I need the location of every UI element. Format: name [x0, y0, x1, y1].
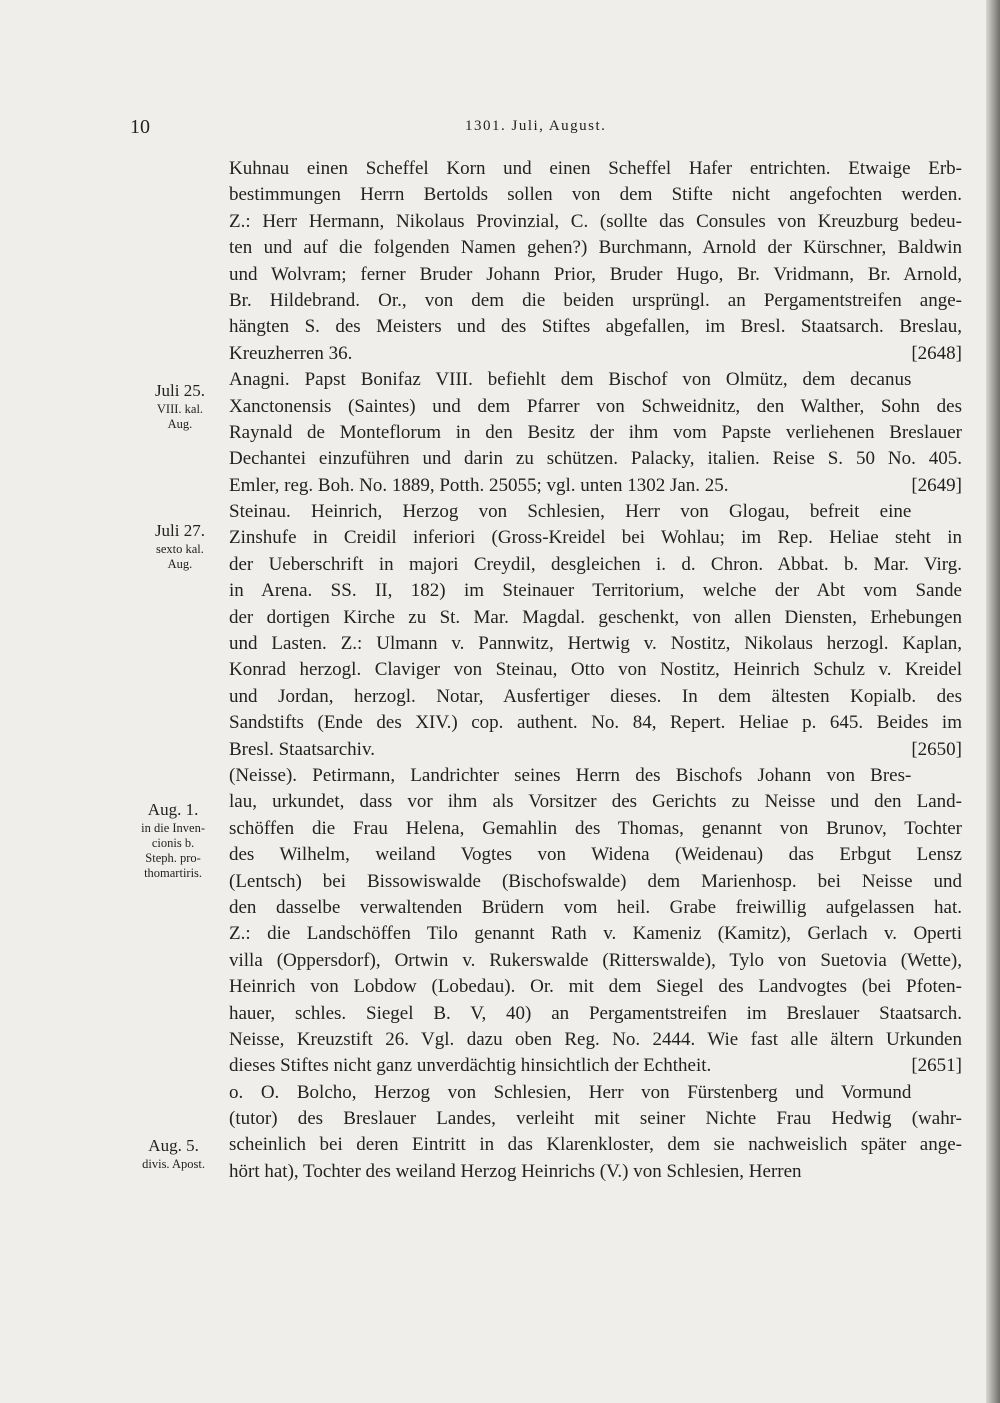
text-line-content: dieses Stiftes nicht ganz unverdächtig hinsichtlich der Echtheit. [229, 1055, 712, 1077]
text-line-content: Emler, reg. Boh. No. 1889, Potth. 25055; vgl. unten 1302 Jan. 25. [229, 474, 729, 496]
margin-note [155, 380, 205, 432]
text-line-content: hängten S. des Meisters und des Stiftes abgefallen, im Bresl. Staatsarch. Breslau, [229, 316, 962, 338]
text-line [229, 1027, 962, 1053]
text-line-content: Konrad herzogl. Claviger von Steinau, Otto von Nostitz, Heinrich Schulz v. Kreidel [229, 659, 962, 681]
text-line [229, 288, 962, 314]
margin-line: Steph. pro- [145, 851, 201, 865]
running-head: 1301. Juli, August. [465, 118, 607, 134]
text-line-content: der dortigen Kirche zu St. Mar. Magdal. geschenkt, von allen Diensten, Erhebungen [229, 606, 962, 628]
text-line [229, 314, 962, 340]
text-line-content: Steinau. Heinrich, Herzog von Schlesien, Herr von Glogau, befreit eine [229, 501, 912, 523]
text-line-content: Kreuzherren 36. [229, 342, 353, 364]
text-line [229, 1053, 962, 1079]
text-line [229, 789, 962, 815]
text-line-content: Anagni. Papst Bonifaz VIII. befiehlt dem Bischof von Olmütz, dem decanus [229, 369, 912, 391]
text-line-content: Kuhnau einen Scheffel Korn und einen Scheffel Hafer entrichten. Etwaige Erb- [229, 158, 962, 179]
text-line-content: Sandstifts (Ende des XIV.) cop. authent. No. 84, Repert. Heliae p. 645. Beides im [229, 712, 962, 734]
text-line-content: (tutor) des Breslauer Landes, verleiht mit seiner Nichte Frau Hedwig (wahr- [229, 1108, 962, 1130]
text-line-content: Neisse, Kreuzstift 26. Vgl. dazu oben Reg. No. 2444. Wie fast alle ältern Urkunden [229, 1028, 962, 1050]
margin-line: cionis b. [151, 836, 195, 850]
text-line [229, 605, 962, 631]
text-line [229, 1106, 962, 1132]
text-line-content: scheinlich bei deren Eintritt in das Klarenkloster, dem sie nachweislich später ange- [229, 1134, 962, 1156]
register-number: [2648] [911, 342, 962, 364]
text-line [229, 974, 962, 1000]
text-line [229, 578, 962, 604]
text-line-content: und Jordan, herzogl. Notar, Ausfertiger dieses. In dem ältesten Kopialb. des [229, 685, 962, 707]
margin-note [142, 1135, 205, 1172]
margin-note [141, 799, 205, 881]
text-line [229, 209, 962, 235]
margin-line: thomartiris. [144, 866, 203, 880]
text-line-content: hört hat), Tochter des weiland Herzog Heinrichs (V.) von Schlesien, Herren [229, 1160, 802, 1182]
margin-date: Juli 27. [154, 521, 205, 540]
text-line-content: Z.: Herr Hermann, Nikolaus Provinzial, C. (sollte das Consules von Kreuzburg bedeu- [229, 210, 962, 232]
margin-date: Aug. 5. [148, 1136, 199, 1155]
page-edge [986, 0, 1000, 1403]
margin-line: sexto kal. [156, 542, 204, 556]
text-line-content: villa (Oppersdorf), Ortwin v. Rukerswalde (Ritterswalde), Tylo von Suetovia (Wette), [229, 949, 962, 971]
text-line [229, 816, 962, 842]
text-line-content: Dechantei einzuführen und darin zu schützen. Palacky, italien. Reise S. 50 No. 405. [229, 448, 962, 470]
margin-line: Aug. [167, 417, 193, 431]
text-line-content: der Ueberschrift in majori Creydil, desgleichen i. d. Chron. Abbat. b. Mar. Virg. [229, 553, 962, 575]
text-line [229, 710, 962, 736]
text-line [229, 341, 962, 367]
text-line-content: Raynald de Monteflorum in den Besitz der ihm vom Papste verliehenen Breslauer [229, 421, 962, 443]
register-number: [2651] [911, 1055, 962, 1077]
main-text [229, 156, 962, 1185]
text-line-content: schöffen die Frau Helena, Gemahlin des Thomas, genannt von Brunov, Tochter [229, 817, 962, 839]
text-line [229, 156, 962, 182]
margin-date: Aug. 1. [147, 800, 199, 819]
text-line-content: (Lentsch) bei Bissowiswalde (Bischofswalde) dem Marienhosp. bei Neisse und [229, 870, 962, 892]
text-line [229, 895, 962, 921]
text-line [229, 525, 962, 551]
text-line [229, 1132, 962, 1158]
text-line [229, 842, 962, 868]
text-line [229, 473, 962, 499]
page-header [130, 116, 960, 146]
margin-line: divis. Apost. [142, 1157, 205, 1171]
text-line-content: und Wolvram; ferner Bruder Johann Prior, Bruder Hugo, Br. Vridmann, Br. Arnold, [229, 263, 962, 285]
margin-date: Juli 25. [154, 381, 205, 400]
text-line [229, 1159, 962, 1185]
text-line [229, 631, 962, 657]
text-line [229, 552, 962, 578]
text-line-content: ten und auf die folgenden Namen gehen?) Burchmann, Arnold der Kürschner, Baldwin [229, 237, 962, 259]
text-line-content: lau, urkundet, dass vor ihm als Vorsitzer des Gerichts zu Neisse und den Land- [229, 791, 962, 813]
register-number: [2650] [911, 738, 962, 760]
register-number: [2649] [911, 474, 962, 496]
text-line-content: Xanctonensis (Saintes) und dem Pfarrer von Schweidnitz, den Walther, Sohn des [229, 395, 962, 417]
text-line-content: o. O. Bolcho, Herzog von Schlesien, Herr von Fürstenberg und Vormund [229, 1081, 912, 1103]
text-line [229, 446, 962, 472]
text-line-content: Br. Hildebrand. Or., von dem die beiden ursprüngl. an Pergamentstreifen ange- [229, 289, 962, 311]
text-line [229, 948, 962, 974]
text-line-content: hauer, schles. Siegel B. V, 40) an Pergamentstreifen im Breslauer Staatsarch. [229, 1002, 962, 1024]
text-line [229, 763, 962, 789]
margin-line: in die Inven- [141, 821, 205, 835]
text-line [229, 499, 962, 525]
text-line-content: Zinshufe in Creidil inferiori (Gross-Kreidel bei Wohlau; im Rep. Heliae steht in [229, 527, 962, 549]
text-line [229, 921, 962, 947]
margin-note [155, 520, 205, 572]
text-line-content: Z.: die Landschöffen Tilo genannt Rath v. Kameniz (Kamitz), Gerlach v. Operti [229, 923, 962, 945]
page-number: 10 [130, 116, 150, 138]
text-line [229, 737, 962, 763]
text-line [229, 657, 962, 683]
text-line-content: bestimmungen Herrn Bertolds sollen von dem Stifte nicht angefochten werden. [229, 184, 962, 206]
text-line [229, 684, 962, 710]
text-line-content: Heinrich von Lobdow (Lobedau). Or. mit dem Siegel des Landvogtes (bei Pfoten- [229, 976, 962, 998]
margin-line: VIII. kal. [156, 402, 204, 416]
text-line-content: in Arena. SS. II, 182) im Steinauer Territorium, welche der Abt vom Sande [229, 580, 962, 602]
text-line-content: und Lasten. Z.: Ulmann v. Pannwitz, Hertwig v. Nostitz, Nikolaus herzogl. Kaplan, [229, 633, 962, 655]
text-line-content: (Neisse). Petirmann, Landrichter seines Herrn des Bischofs Johann von Bres- [229, 764, 912, 786]
text-line-content: den dasselbe verwaltenden Brüdern vom heil. Grabe freiwillig aufgelassen hat. [229, 896, 962, 918]
text-line [229, 235, 962, 261]
margin-line: Aug. [167, 557, 193, 571]
text-line [229, 262, 962, 288]
text-line [229, 394, 962, 420]
text-line [229, 367, 962, 393]
text-line [229, 420, 962, 446]
text-line-content: Bresl. Staatsarchiv. [229, 738, 375, 760]
text-line [229, 1001, 962, 1027]
text-line [229, 869, 962, 895]
text-line-content: des Wilhelm, weiland Vogtes von Widena (Weidenau) das Erbgut Lensz [229, 844, 962, 866]
text-line [229, 1080, 962, 1106]
text-line [229, 182, 962, 208]
